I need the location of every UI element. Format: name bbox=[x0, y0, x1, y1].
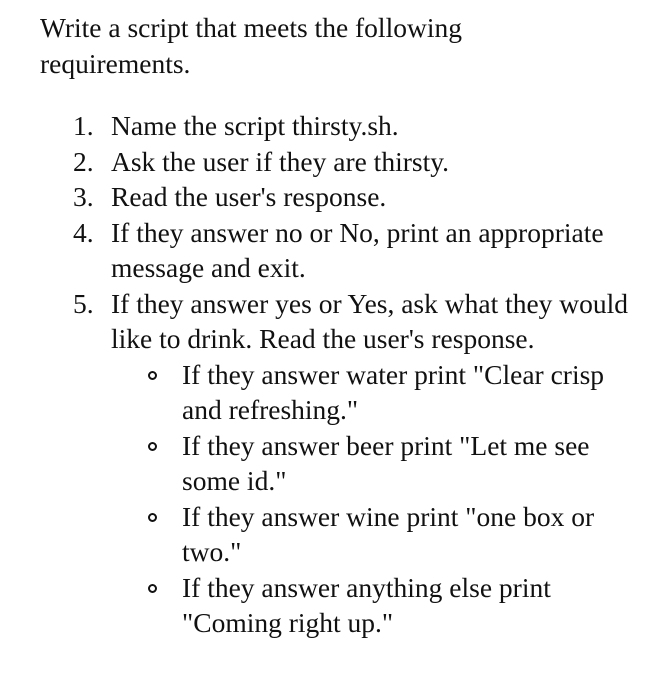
sub-list-item-text: If they answer beer print "Let me see some id." bbox=[182, 429, 590, 496]
hollow-circle-bullet-icon bbox=[148, 513, 157, 522]
sub-list-item-text: If they answer water print "Clear crisp and refreshing." bbox=[182, 358, 605, 425]
hollow-circle-bullet-icon bbox=[148, 442, 157, 451]
list-number: 3. bbox=[73, 181, 94, 212]
list-number: 1. bbox=[73, 110, 94, 141]
sub-list-item-text: If they answer wine print "one box or two." bbox=[182, 500, 595, 567]
list-item-4 bbox=[40, 215, 631, 286]
list-item-3 bbox=[40, 179, 631, 215]
sub-list-item-other bbox=[111, 570, 622, 641]
hollow-circle-bullet-icon bbox=[148, 371, 157, 380]
sub-list-item-beer bbox=[111, 428, 622, 499]
list-number: 4. bbox=[73, 216, 94, 248]
list-item-text: Ask the user if they are thirsty. bbox=[111, 145, 450, 177]
intro-paragraph: Write a script that meets the following requirements. bbox=[40, 12, 462, 79]
list-item-text: If they answer no or No, print an appropriate message and exit. bbox=[111, 216, 604, 283]
list-number: 5. bbox=[73, 287, 94, 319]
sub-list-item-water bbox=[111, 357, 622, 428]
list-item-text: If they answer yes or Yes, ask what they would like to drink. Read the user's response. bbox=[111, 287, 629, 354]
sub-list-item-text: If they answer anything else print "Coming right up." bbox=[182, 571, 551, 638]
hollow-circle-bullet-icon bbox=[148, 584, 157, 593]
list-item-1 bbox=[40, 108, 631, 144]
list-item-2 bbox=[40, 144, 631, 180]
list-item-text: Name the script thirsty.sh. bbox=[111, 110, 399, 141]
requirements-list bbox=[40, 108, 640, 641]
sub-list-item-wine bbox=[111, 499, 622, 570]
list-number: 2. bbox=[73, 145, 94, 177]
list-item-5 bbox=[40, 286, 631, 641]
list-item-text: Read the user's response. bbox=[111, 181, 387, 212]
drink-options-list bbox=[111, 357, 631, 641]
